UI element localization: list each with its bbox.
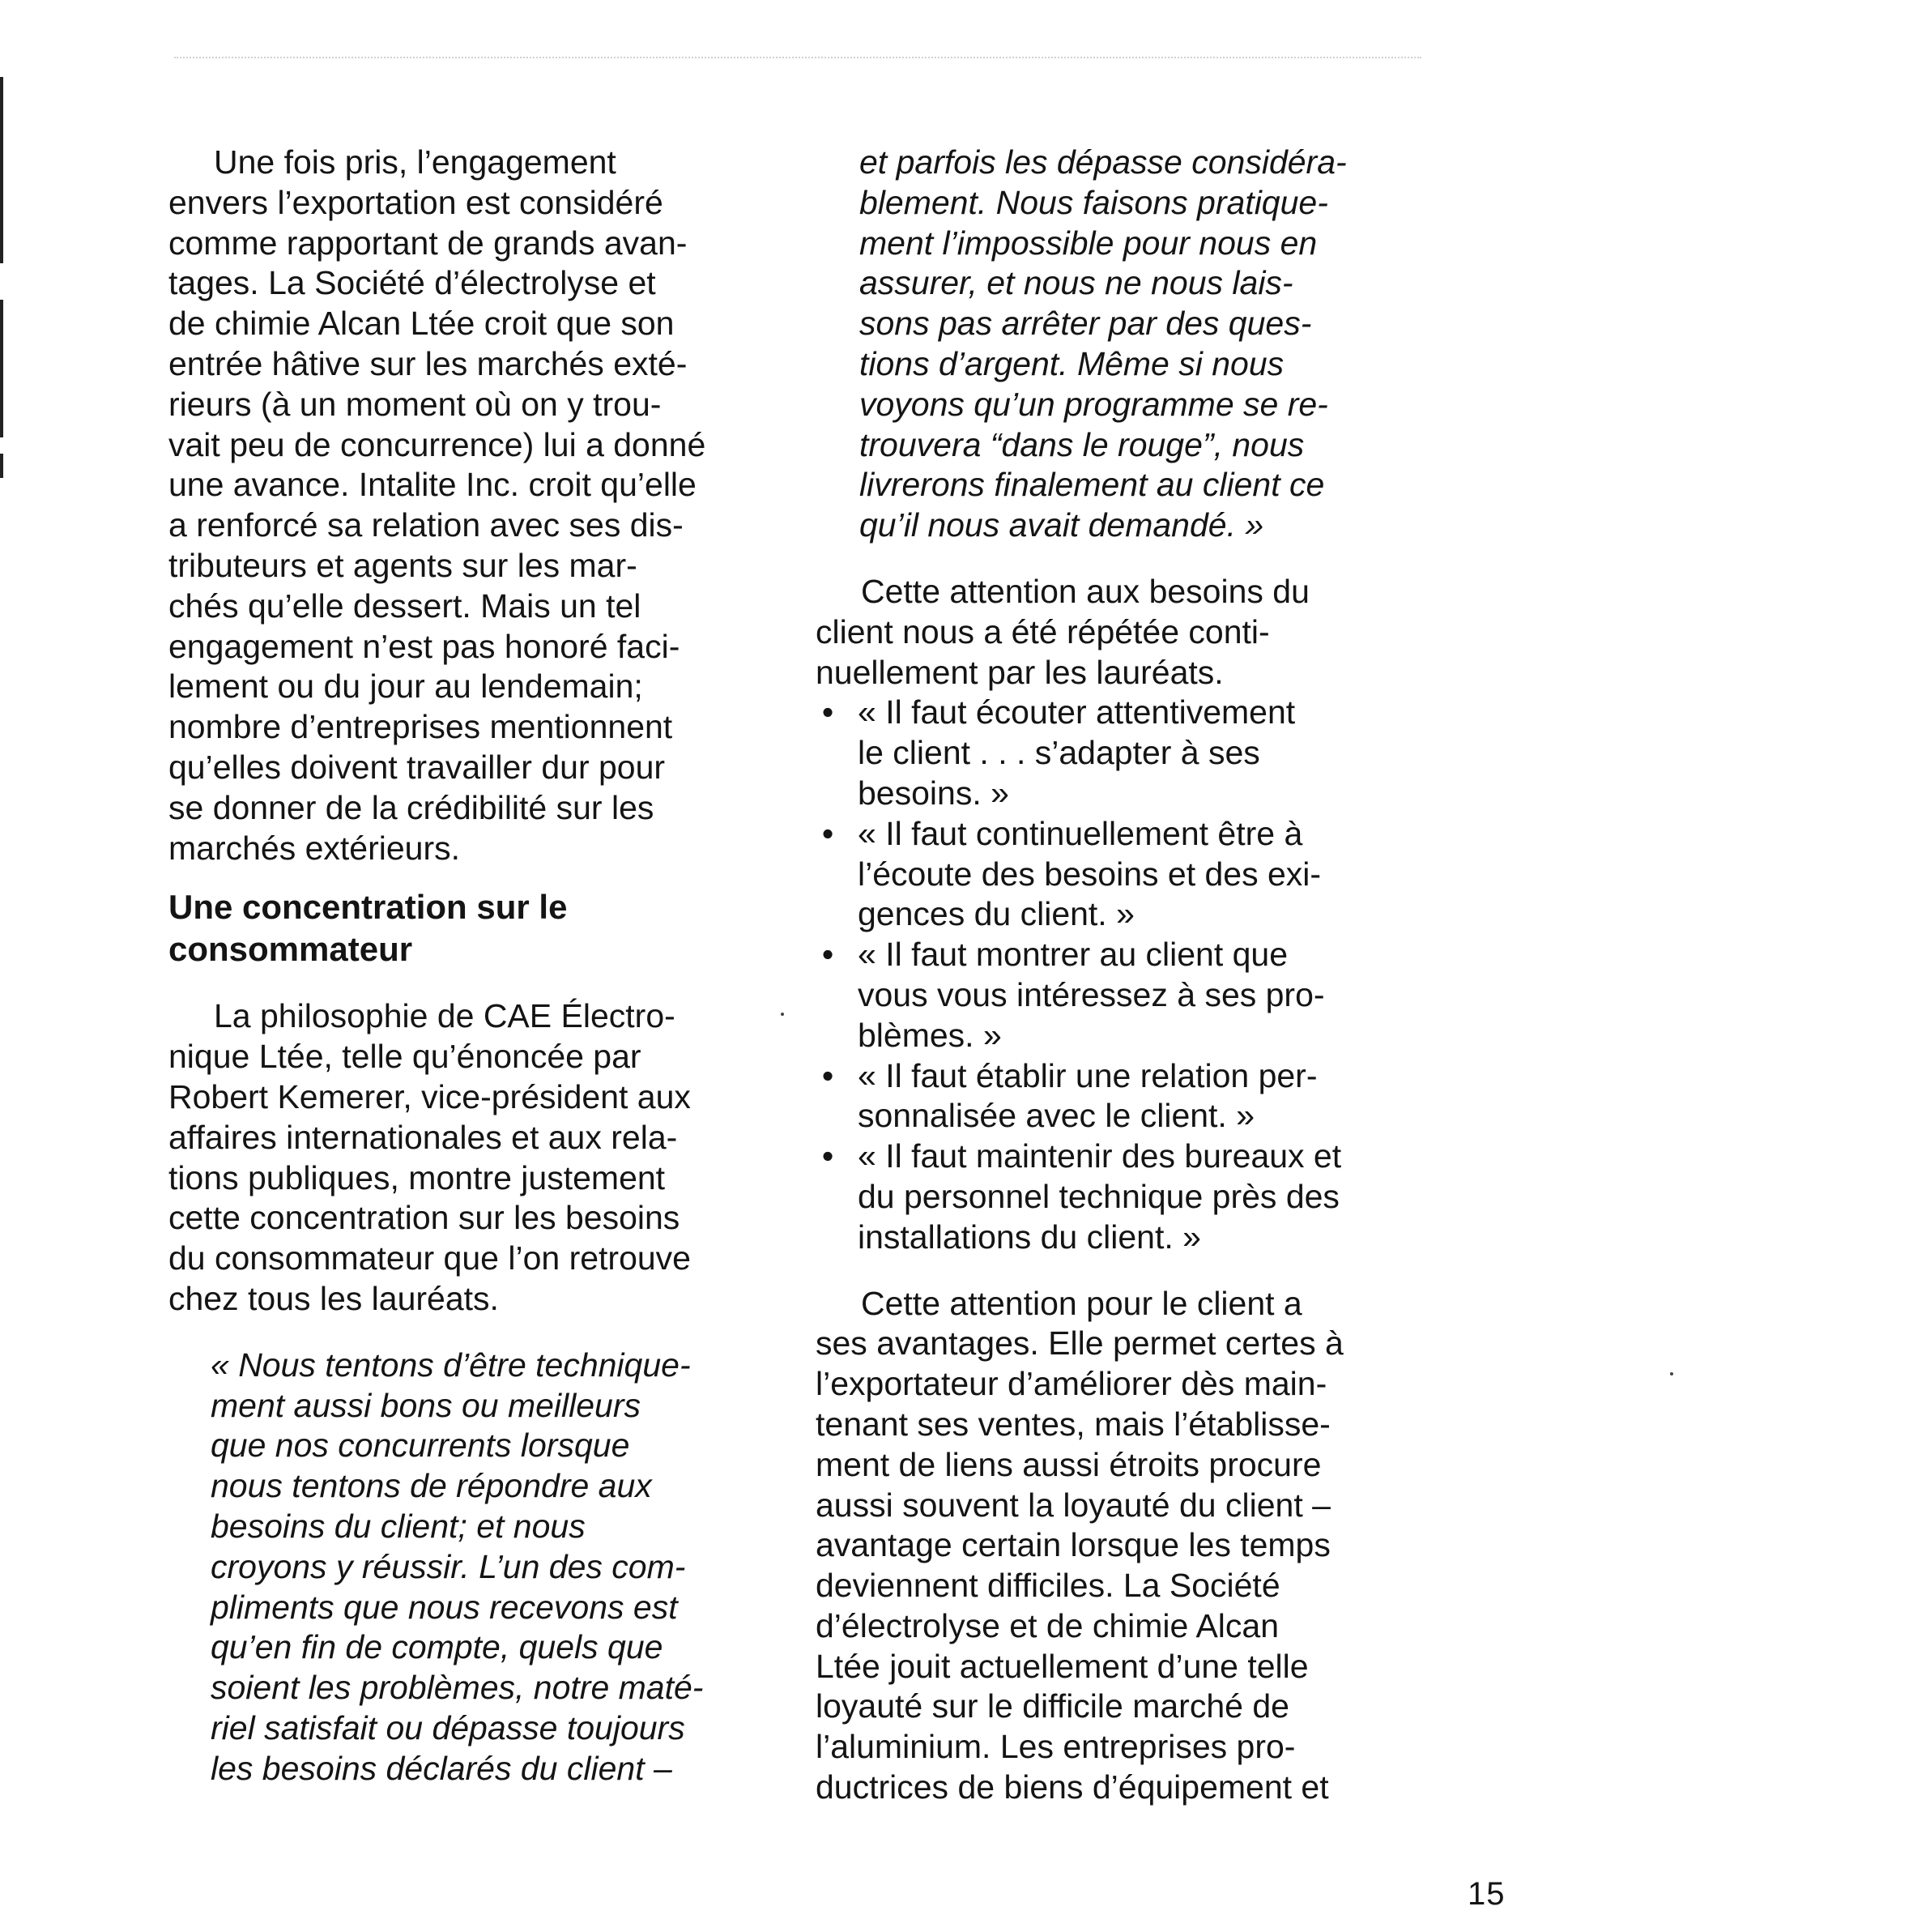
left-column [168,143,784,1789]
bullet-icon: • [821,1137,834,1175]
text-line: « Il faut établir une relation per- [858,1056,1318,1094]
quote-line: « Nous tentons d’être technique- [211,1346,691,1384]
page-number: 15 [1468,1876,1506,1912]
text-line: l’écoute des besoins et des exi- [858,855,1322,893]
scan-edge-mark-top [0,77,3,263]
text-line: comme rapportant de grands avan- [168,224,688,262]
text-line: La philosophie de CAE Électro- [214,997,675,1035]
text-line: tributeurs et agents sur les mar- [168,546,637,584]
quote-line: que nos concurrents lorsque [211,1427,630,1465]
text-line: le client . . . s’adapter à ses [858,734,1260,772]
text-line: ment de liens aussi étroits procure [816,1445,1322,1483]
list-item [816,1137,1464,1257]
quote-line: assurer, et nous ne nous lais- [859,264,1293,302]
text-line: du consommateur que l’on retrouve [168,1239,691,1277]
list-item [816,1056,1464,1137]
quote-line: besoins du client; et nous [211,1507,586,1545]
text-line: avantage certain lorsque les temps [816,1526,1331,1564]
kemerer-quote-continued [816,143,1464,546]
quote-line: pliments que nous recevons est [211,1588,678,1626]
text-line: l’exportateur d’améliorer dès main- [816,1365,1327,1403]
text-line: ses avantages. Elle permet certes à [816,1324,1344,1363]
quote-line: blement. Nous faisons pratique- [859,183,1328,221]
paragraph-cae-philosophy [168,996,784,1319]
list-item [816,935,1464,1056]
text-line: rieurs (à un moment où on y trou- [168,385,662,423]
text-line: chez tous les lauréats. [168,1279,499,1317]
quote-line: soient les problèmes, notre maté- [211,1669,704,1707]
text-line: vait peu de concurrence) lui a donné [168,425,706,463]
text-line: engagement n’est pas honoré faci- [168,627,680,665]
list-item [816,693,1464,813]
text-line: Robert Kemerer, vice-président aux [168,1077,691,1115]
text-line: client nous a été répétée conti- [816,612,1270,650]
scan-edge-mark-bottom [0,454,3,478]
text-line: gences du client. » [858,895,1135,933]
text-line: « Il faut maintenir des bureaux et [858,1137,1342,1175]
kemerer-quote [168,1346,784,1789]
right-column [816,143,1464,1808]
text-line: tages. La Société d’électrolyse et [168,264,656,302]
text-line: envers l’exportation est considéré [168,183,663,221]
paragraph-client-attention [816,572,1464,693]
text-line: « Il faut écouter attentivement [858,693,1296,731]
text-line: besoins. » [858,774,1009,812]
text-line: l’aluminium. Les entreprises pro- [816,1728,1296,1766]
text-line: cette concentration sur les besoins [168,1199,680,1237]
bullet-icon: • [821,936,834,974]
text-line: blèmes. » [858,1016,1002,1054]
text-line: nuellement par les lauréats. [816,653,1224,691]
text-line: de chimie Alcan Ltée croit que son [168,305,675,343]
quote-line: trouvera “dans le rouge”, nous [859,425,1305,463]
text-line: chés qu’elle dessert. Mais un tel [168,586,641,625]
bullet-icon: • [821,693,834,731]
section-heading [168,886,784,970]
text-line: lement ou du jour au lendemain; [168,667,643,706]
bullet-icon: • [821,1056,834,1094]
text-line: installations du client. » [858,1218,1201,1256]
text-line: tenant ses ventes, mais l’établisse- [816,1405,1331,1443]
heading-line: consommateur [168,930,413,969]
text-line: qu’elles doivent travailler dur pour [168,748,666,786]
text-line: Ltée jouit actuellement d’une telle [816,1647,1309,1685]
quote-line: ment aussi bons ou meilleurs [211,1386,641,1424]
text-line: vous vous intéressez à ses pro- [858,975,1325,1013]
text-line: ductrices de biens d’équipement et [816,1768,1329,1806]
text-line: Cette attention pour le client a [861,1284,1302,1322]
bullet-icon: • [821,814,834,852]
list-item [816,814,1464,935]
paragraph-export-commitment [168,143,784,868]
scan-edge-mark-middle [0,300,3,437]
quote-line: ment l’impossible pour nous en [859,224,1318,262]
text-line: a renforcé sa relation avec ses dis- [168,506,684,544]
text-line: tions publiques, montre justement [168,1158,666,1196]
text-line: se donner de la crédibilité sur les [168,788,654,826]
text-line: nombre d’entreprises mentionnent [168,708,673,746]
heading-line: Une concentration sur le [168,888,568,927]
quote-line: sons pas arrêter par des ques- [859,305,1312,343]
text-line: « Il faut montrer au client que [858,936,1289,974]
text-line: entrée hâtive sur les marchés exté- [168,344,688,382]
quote-line: riel satisfait ou dépasse toujours [211,1708,685,1746]
scan-speck [1670,1372,1673,1375]
quote-line: et parfois les dépasse considéra- [859,143,1347,181]
text-line: d’électrolyse et de chimie Alcan [816,1606,1280,1644]
text-line: aussi souvent la loyauté du client – [816,1486,1331,1524]
text-line: du personnel technique près des [858,1177,1340,1215]
text-line: loyauté sur le difficile marché de [816,1687,1289,1725]
bullet-list [816,693,1464,1257]
quote-line: livrerons finalement au client ce [859,466,1325,504]
quote-line: les besoins déclarés du client – [211,1749,672,1787]
quote-line: tions d’argent. Même si nous [859,344,1285,382]
paragraph-client-loyalty [816,1284,1464,1808]
text-line: « Il faut continuellement être à [858,814,1303,852]
text-line: Cette attention aux besoins du [861,572,1310,610]
text-line: une avance. Intalite Inc. croit qu’elle [168,466,697,504]
header-scan-dots [174,57,1421,63]
quote-line: qu’il nous avait demandé. » [859,506,1264,544]
quote-line: croyons y réussir. L’un des com- [211,1547,686,1585]
text-line: Une fois pris, l’engagement [214,143,616,181]
quote-line: voyons qu’un programme se re- [859,385,1328,423]
text-line: affaires internationales et aux rela- [168,1118,678,1156]
text-line: marchés extérieurs. [168,829,461,867]
text-line: deviennent difficiles. La Société [816,1567,1280,1605]
text-line: sonnalisée avec le client. » [858,1097,1255,1135]
quote-line: qu’en fin de compte, quels que [211,1628,663,1666]
text-line: nique Ltée, telle qu’énoncée par [168,1038,641,1076]
quote-line: nous tentons de répondre aux [211,1467,652,1505]
